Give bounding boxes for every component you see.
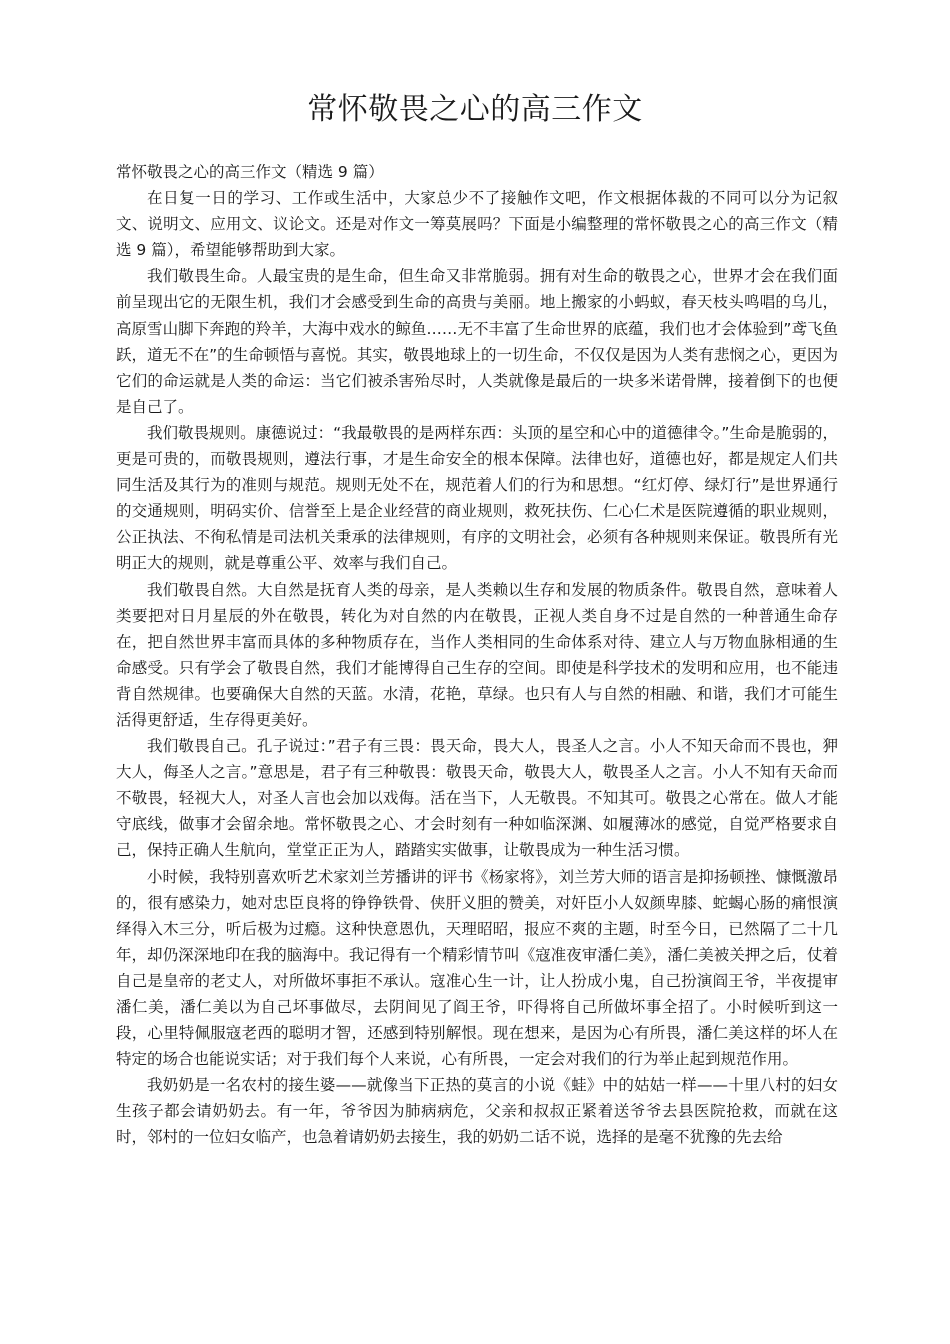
paragraph-revere-nature: 我们敬畏自然。大自然是抚育人类的母亲，是人类赖以生存和发展的物质条件。敬畏自然，意味着人类要把对日月星辰的外在敬畏，转化为对自然的内在敬畏，正视人类自身不过是自然的一种普通生命存在，把自然世界丰富而具体的多种物质存在，当作人类相同的生命体系对待、建立人与万物血脉相通的生命感受。只有学会了敬畏自然，我们才能博得自己生存的空间。即使是科学技术的发明和应用，也不能违背自然规律。也要确保大自然的天蓝。水清，花艳，草绿。也只有人与自然的相融、和谐，我们才可能生活得更舒适，生存得更美好。 xyxy=(116,580,838,729)
paragraph-grandmother: 我奶奶是一名农村的接生婆——就像当下正热的莫言的小说《蛙》中的姑姑一样——十里八村的妇女生孩子都会请奶奶去。有一年，爷爷因为肺病病危，父亲和叔叔正紧着送爷爷去县医院抢救，而就在这时，邻村的一位妇女临产，也急着请奶奶去接生，我的奶奶二话不说，选择的是毫不犹豫的先去给 xyxy=(116,1076,838,1147)
paragraph-childhood-story: 小时候，我特别喜欢听艺术家刘兰芳播讲的评书《杨家将》，刘兰芳大师的语言是抑扬顿挫、慷慨激昂的，很有感染力，她对忠臣良将的铮铮铁骨、侠肝义胆的赞美，对奸臣小人奴颜卑膝、蛇蝎心肠的痛恨演绎得入木三分，听后极为过瘾。这种快意恩仇，天理昭昭，报应不爽的主题，时至今日，已然隔了二十几年，却仍深深地印在我的脑海中。我记得有一个精彩情节叫《寇准夜审潘仁美》，潘仁美被关押之后，仗着自己是皇帝的老丈人，对所做坏事拒不承认。寇准心生一计，让人扮成小鬼，自己扮演阎王爷，半夜提审潘仁美，潘仁美以为自己坏事做尽，去阴间见了阎王爷，吓得将自己所做坏事全招了。小时候听到这一段，心里特佩服寇老西的聪明才智，还感到特别解恨。现在想来，是因为心有所畏，潘仁美这样的坏人在特定的场合也能说实话；对于我们每个人来说，心有所畏，一定会对我们的行为举止起到规范作用。 xyxy=(116,867,838,1069)
paragraph-intro: 在日复一日的学习、工作或生活中，大家总少不了接触作文吧，作文根据体裁的不同可以分为记叙文、说明文、应用文、议论文。还是对作文一筹莫展吗？下面是小编整理的常怀敬畏之心的高三作文（精选 9 篇），希望能够帮助到大家。 xyxy=(116,189,838,260)
paragraph-revere-rules: 我们敬畏规则。康德说过：“我最敬畏的是两样东西：头顶的星空和心中的道德律令。”生命是脆弱的，更是可贵的，而敬畏规则，遵法行事，才是生命安全的根本保障。法律也好，道德也好，都是规定人们共同生活及其行为的准则与规范。规则无处不在，规范着人们的行为和思想。“红灯停、绿灯行”是世界通行的交通规则，明码实价、信誉至上是企业经营的商业规则，救死扶伤、仁心仁术是医院遵循的职业规则，公正执法、不徇私情是司法机关秉承的法律规则，有序的文明社会，必须有各种规则来保证。敬畏所有光明正大的规则，就是尊重公平、效率与我们自己。 xyxy=(116,423,838,573)
paragraph-revere-self: 我们敬畏自己。孔子说过：”君子有三畏：畏天命，畏大人，畏圣人之言。小人不知天命而不畏也，狎大人，侮圣人之言。”意思是，君子有三种敬畏：敬畏天命，敬畏大人，敬畏圣人之言。小人不知有天命而不敬畏，轻视大人，对圣人言也会加以戏侮。活在当下，人无敬畏。不知其可。敬畏之心常在。做人才能守底线，做事才会留余地。常怀敬畏之心、才会时刻有一种如临深渊、如履薄冰的感觉，自觉严格要求自己，保持正确人生航向，堂堂正正为人，踏踏实实做事，让敬畏成为一种生活习惯。 xyxy=(116,737,838,860)
paragraph-revere-life: 我们敬畏生命。人最宝贵的是生命，但生命又非常脆弱。拥有对生命的敬畏之心，世界才会在我们面前呈现出它的无限生机，我们才会感受到生命的高贵与美丽。地上搬家的小蚂蚁，春天枝头鸣唱的乌儿，高原雪山脚下奔跑的羚羊，大海中戏水的鲸鱼……无不丰富了生命世界的底蕴，我们也才会体验到”鸢飞鱼跃，道无不在”的生命顿悟与喜悦。其实，敬畏地球上的一切生命，不仅仅是因为人类有悲悯之心，更因为它们的命运就是人类的命运：当它们被杀害殆尽时，人类就像是最后的一块多米诺骨牌，接着倒下的也便是自己了。 xyxy=(116,267,838,416)
document-subtitle: 常怀敬畏之心的高三作文（精选 9 篇） xyxy=(116,163,384,181)
document-body xyxy=(116,159,838,1151)
document-title: 常怀敬畏之心的高三作文 xyxy=(307,92,643,127)
